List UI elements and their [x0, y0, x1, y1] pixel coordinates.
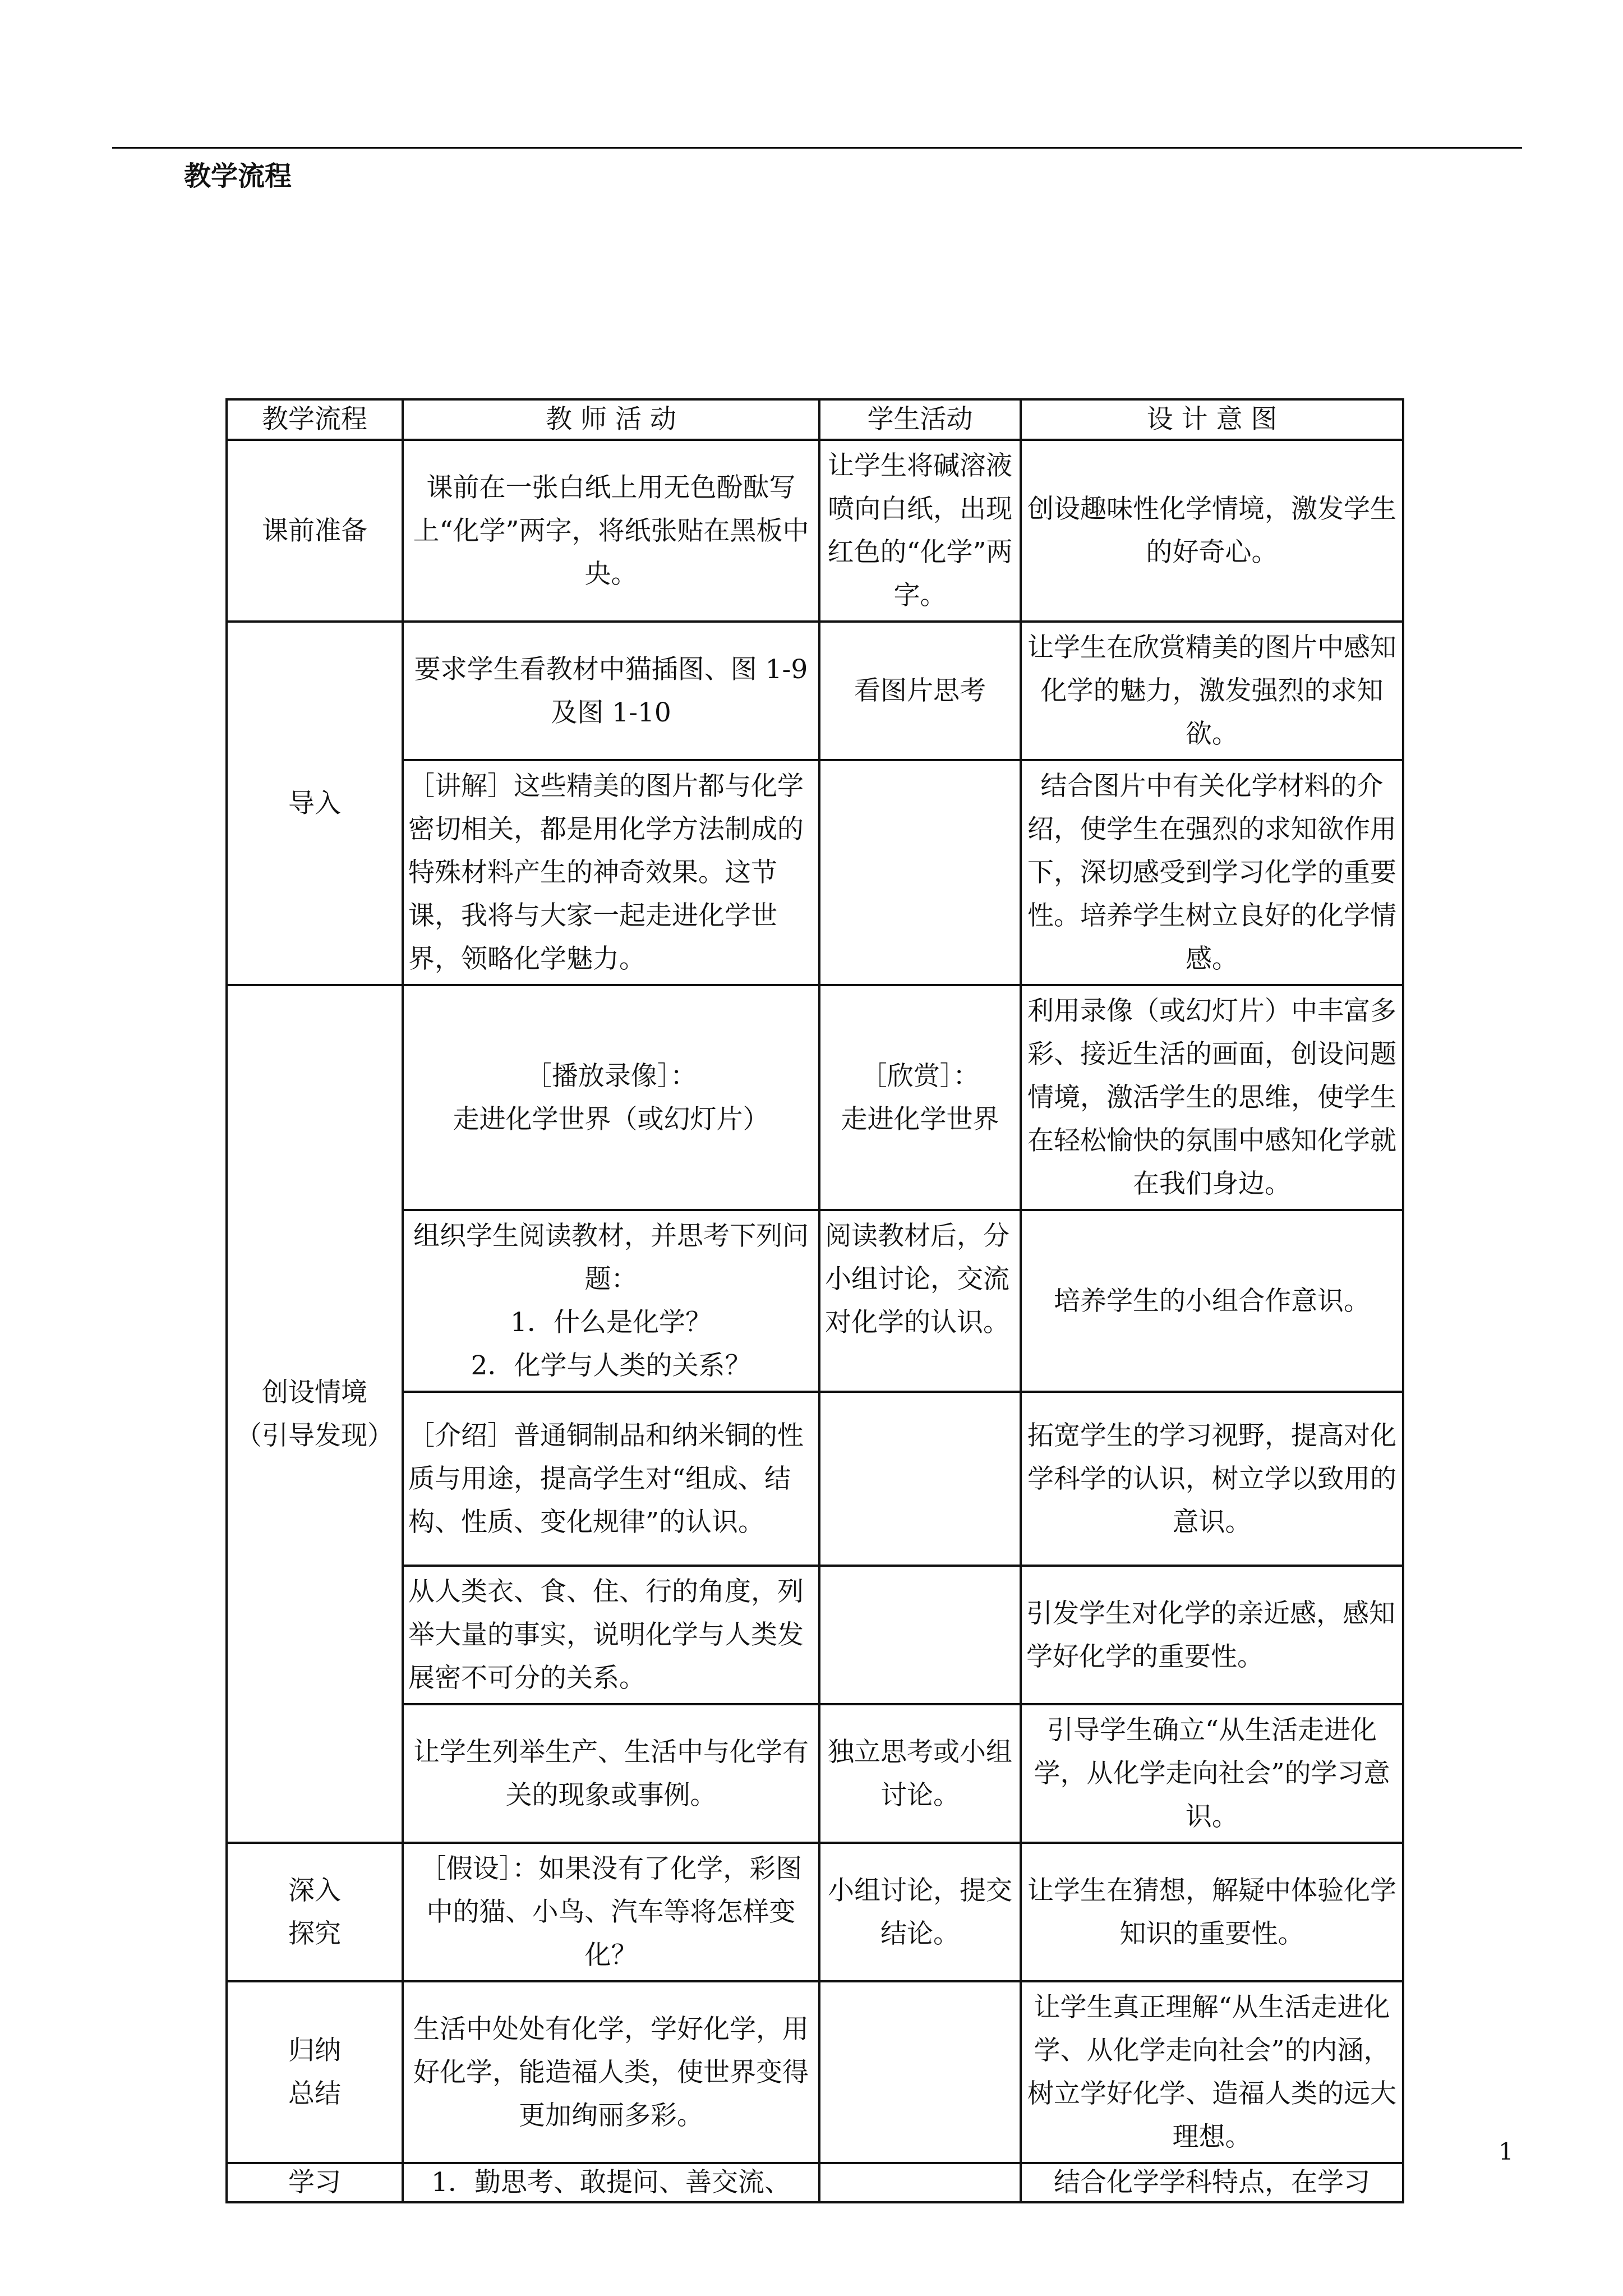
stage-cell: 课前准备: [227, 440, 403, 622]
teacher-activity-cell: ［播放录像］： 走进化学世界（或幻灯片）: [403, 985, 819, 1210]
teacher-activity-cell: 从人类衣、食、住、行的角度，列举大量的事实，说明化学与人类发展密不可分的关系。: [403, 1566, 819, 1704]
table-row: [227, 622, 1403, 760]
table-row: [227, 440, 1403, 622]
header-teacher-activity: 教 师 活 动: [403, 399, 819, 440]
teacher-activity-cell: 要求学生看教材中猫插图、图 1-9 及图 1-10: [403, 622, 819, 760]
header-stage: 教学流程: [227, 399, 403, 440]
design-intent-cell: 让学生在欣赏精美的图片中感知化学的魅力，激发强烈的求知欲。: [1021, 622, 1403, 760]
table-row: [227, 985, 1403, 1210]
student-activity-cell: [819, 2163, 1021, 2202]
teacher-activity-cell: 组织学生阅读教材，并思考下列问题： 1．什么是化学？ 2．化学与人类的关系？: [403, 1210, 819, 1392]
header-design-intent: 设 计 意 图: [1021, 399, 1403, 440]
design-intent-cell: 拓宽学生的学习视野，提高对化学科学的认识，树立学以致用的意识。: [1021, 1392, 1403, 1566]
table-row: [227, 1392, 1403, 1566]
table-row: [227, 1981, 1403, 2163]
table-header-row: [227, 399, 1403, 440]
design-intent-cell: 培养学生的小组合作意识。: [1021, 1210, 1403, 1392]
header-rule: [112, 147, 1522, 149]
student-activity-cell: [819, 1981, 1021, 2163]
student-activity-cell: 阅读教材后，分小组讨论，交流对化学的认识。: [819, 1210, 1021, 1392]
teacher-activity-cell: 1．勤思考、敢提问、善交流、: [403, 2163, 819, 2202]
teaching-flow-table: [225, 398, 1404, 2203]
student-activity-cell: [819, 1392, 1021, 1566]
page-number: 1: [1498, 2138, 1514, 2165]
table-row: [227, 2163, 1403, 2202]
design-intent-cell: 结合化学学科特点，在学习: [1021, 2163, 1403, 2202]
table-row: [227, 760, 1403, 985]
table-row: [227, 1210, 1403, 1392]
stage-cell: 深入 探究: [227, 1843, 403, 1981]
teacher-activity-cell: ［介绍］普通铜制品和纳米铜的性质与用途，提高学生对“组成、结构、性质、变化规律”的认识。: [403, 1392, 819, 1566]
teacher-activity-cell: 课前在一张白纸上用无色酚酞写上“化学”两字，将纸张贴在黑板中央。: [403, 440, 819, 622]
student-activity-cell: [819, 1566, 1021, 1704]
teacher-activity-cell: 生活中处处有化学，学好化学，用好化学，能造福人类，使世界变得更加绚丽多彩。: [403, 1981, 819, 2163]
design-intent-cell: 让学生真正理解“从生活走进化学、从化学走向社会”的内涵，树立学好化学、造福人类的远大理想。: [1021, 1981, 1403, 2163]
design-intent-cell: 利用录像（或幻灯片）中丰富多彩、接近生活的画面，创设问题情境，激活学生的思维，使学生在轻松愉快的氛围中感知化学就在我们身边。: [1021, 985, 1403, 1210]
stage-cell: 归纳 总结: [227, 1981, 403, 2163]
teacher-activity-cell: ［假设］：如果没有了化学，彩图中的猫、小鸟、汽车等将怎样变化？: [403, 1843, 819, 1981]
student-activity-cell: [819, 760, 1021, 985]
header-student-activity: 学生活动: [819, 399, 1021, 440]
student-activity-cell: ［欣赏］： 走进化学世界: [819, 985, 1021, 1210]
table-row: [227, 1566, 1403, 1704]
teacher-activity-cell: 让学生列举生产、生活中与化学有关的现象或事例。: [403, 1704, 819, 1843]
table-row: [227, 1843, 1403, 1981]
design-intent-cell: 创设趣味性化学情境，激发学生的好奇心。: [1021, 440, 1403, 622]
student-activity-cell: 看图片思考: [819, 622, 1021, 760]
student-activity-cell: 独立思考或小组讨论。: [819, 1704, 1021, 1843]
design-intent-cell: 结合图片中有关化学材料的介绍，使学生在强烈的求知欲作用下，深切感受到学习化学的重要性。培养学生树立良好的化学情感。: [1021, 760, 1403, 985]
stage-cell: 导入: [227, 622, 403, 985]
document-title: 教学流程: [184, 160, 292, 192]
design-intent-cell: 引导学生确立“从生活走进化学，从化学走向社会”的学习意识。: [1021, 1704, 1403, 1843]
student-activity-cell: 小组讨论，提交结论。: [819, 1843, 1021, 1981]
design-intent-cell: 引发学生对化学的亲近感，感知学好化学的重要性。: [1021, 1566, 1403, 1704]
stage-cell: 创设情境 （引导发现）: [227, 985, 403, 1843]
table-row: [227, 1704, 1403, 1843]
design-intent-cell: 让学生在猜想，解疑中体验化学知识的重要性。: [1021, 1843, 1403, 1981]
stage-cell: 学习: [227, 2163, 403, 2202]
teacher-activity-cell: ［讲解］这些精美的图片都与化学密切相关，都是用化学方法制成的特殊材料产生的神奇效果。这节课，我将与大家一起走进化学世界，领略化学魅力。: [403, 760, 819, 985]
student-activity-cell: 让学生将碱溶液喷向白纸，出现红色的“化学”两字。: [819, 440, 1021, 622]
